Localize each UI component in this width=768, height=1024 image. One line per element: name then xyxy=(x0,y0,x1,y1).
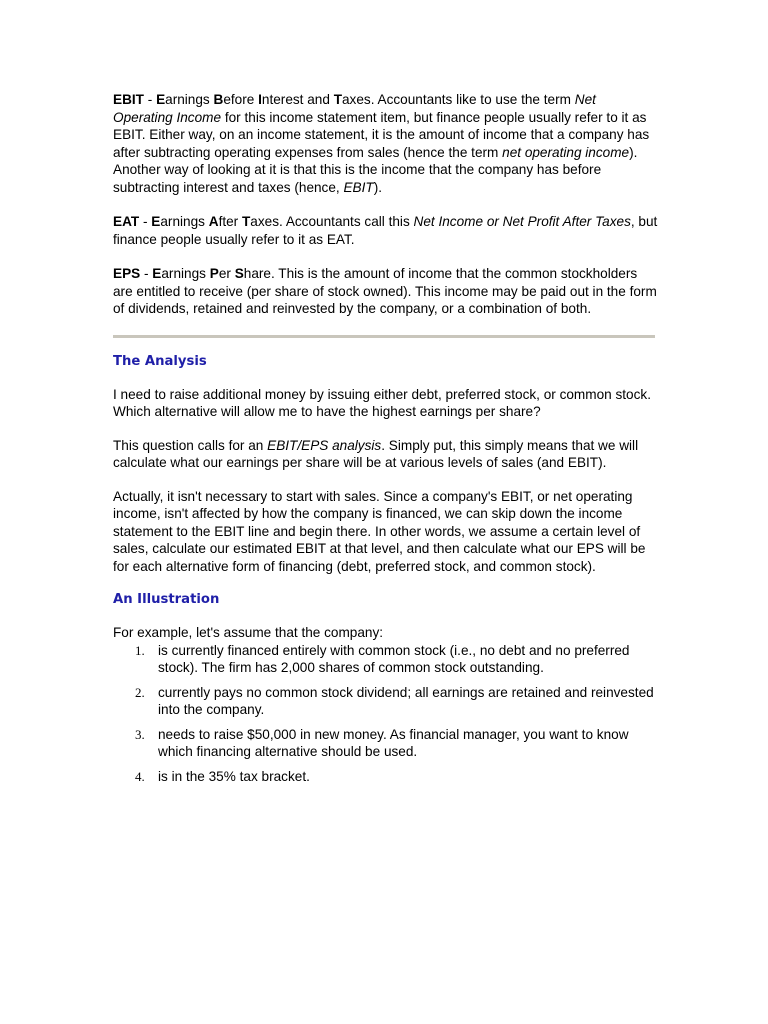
definition-eat: EAT - Earnings After Taxes. Accountants call this Net Income or Net Profit After Taxes, but finance people usually refer to it as EAT. xyxy=(113,214,658,247)
term-abbr: EBIT xyxy=(113,92,144,107)
list-item-text: is in the 35% tax bracket. xyxy=(158,768,310,784)
list-item-text: currently pays no common stock dividend; all earnings are retained and reinvested into the company. xyxy=(158,684,654,717)
analysis-paragraph-3: Actually, it isn't necessary to start with sales. Since a company's EBIT, or net operating income, isn't affected by how the company is financed, we can skip down the income statement to the EBIT line and begin there. In other words, we assume a certain level of sales, calculate our estimated EBIT at that level, and then calculate what our EPS will be for each alternative form of financing (debt, preferred stock, and common stock). xyxy=(113,488,646,574)
assumption-list xyxy=(113,642,658,786)
list-item xyxy=(113,726,658,761)
analysis-paragraph-1: I need to raise additional money by issuing either debt, preferred stock, or common stock. Which alternative will allow me to have the highest earnings per share? xyxy=(113,386,651,419)
section-divider xyxy=(113,335,655,338)
illustration-intro: For example, let's assume that the company: xyxy=(113,625,384,640)
list-item-text: needs to raise $50,000 in new money. As financial manager, you want to know which financing alternative should be used. xyxy=(158,726,629,759)
analysis-paragraph-2: This question calls for an EBIT/EPS analysis. Simply put, this simply means that we will calculate what our earnings per share will be at various levels of sales (and EBIT). xyxy=(113,437,639,470)
definition-eps: EPS - Earnings Per Share. This is the amount of income that the common stockholders are entitled to receive (per share of stock owned). This income may be paid out in the form of dividends, retained and reinvested by the company, or a combination of both. xyxy=(113,266,657,316)
term-abbr: EAT xyxy=(113,214,140,229)
list-item xyxy=(113,642,658,677)
document-page xyxy=(113,91,658,792)
list-number: 2. xyxy=(135,684,145,700)
list-item xyxy=(113,768,658,786)
list-number: 1. xyxy=(135,642,145,658)
list-number: 4. xyxy=(135,768,145,784)
list-number: 3. xyxy=(135,726,145,742)
analysis-heading: The Analysis xyxy=(113,353,207,369)
illustration-heading: An Illustration xyxy=(113,592,220,607)
definition-ebit: EBIT - Earnings Before Interest and Taxes. Accountants like to use the term Net Operating Income for this income statement item, but finance people usually refer to it as EBIT. Either way, on an income statement, it is the amount of income that a company has after subtracting operating expenses from sales (hence the term net operating income). Another way of looking at it is that this is the income that the company has before subtracting interest and taxes (hence, EBIT). xyxy=(113,92,650,195)
term-abbr: EPS xyxy=(113,266,141,281)
list-item xyxy=(113,684,658,719)
list-item-text: is currently financed entirely with common stock (i.e., no debt and no preferred stock). The firm has 2,000 shares of common stock outstanding. xyxy=(158,642,630,675)
